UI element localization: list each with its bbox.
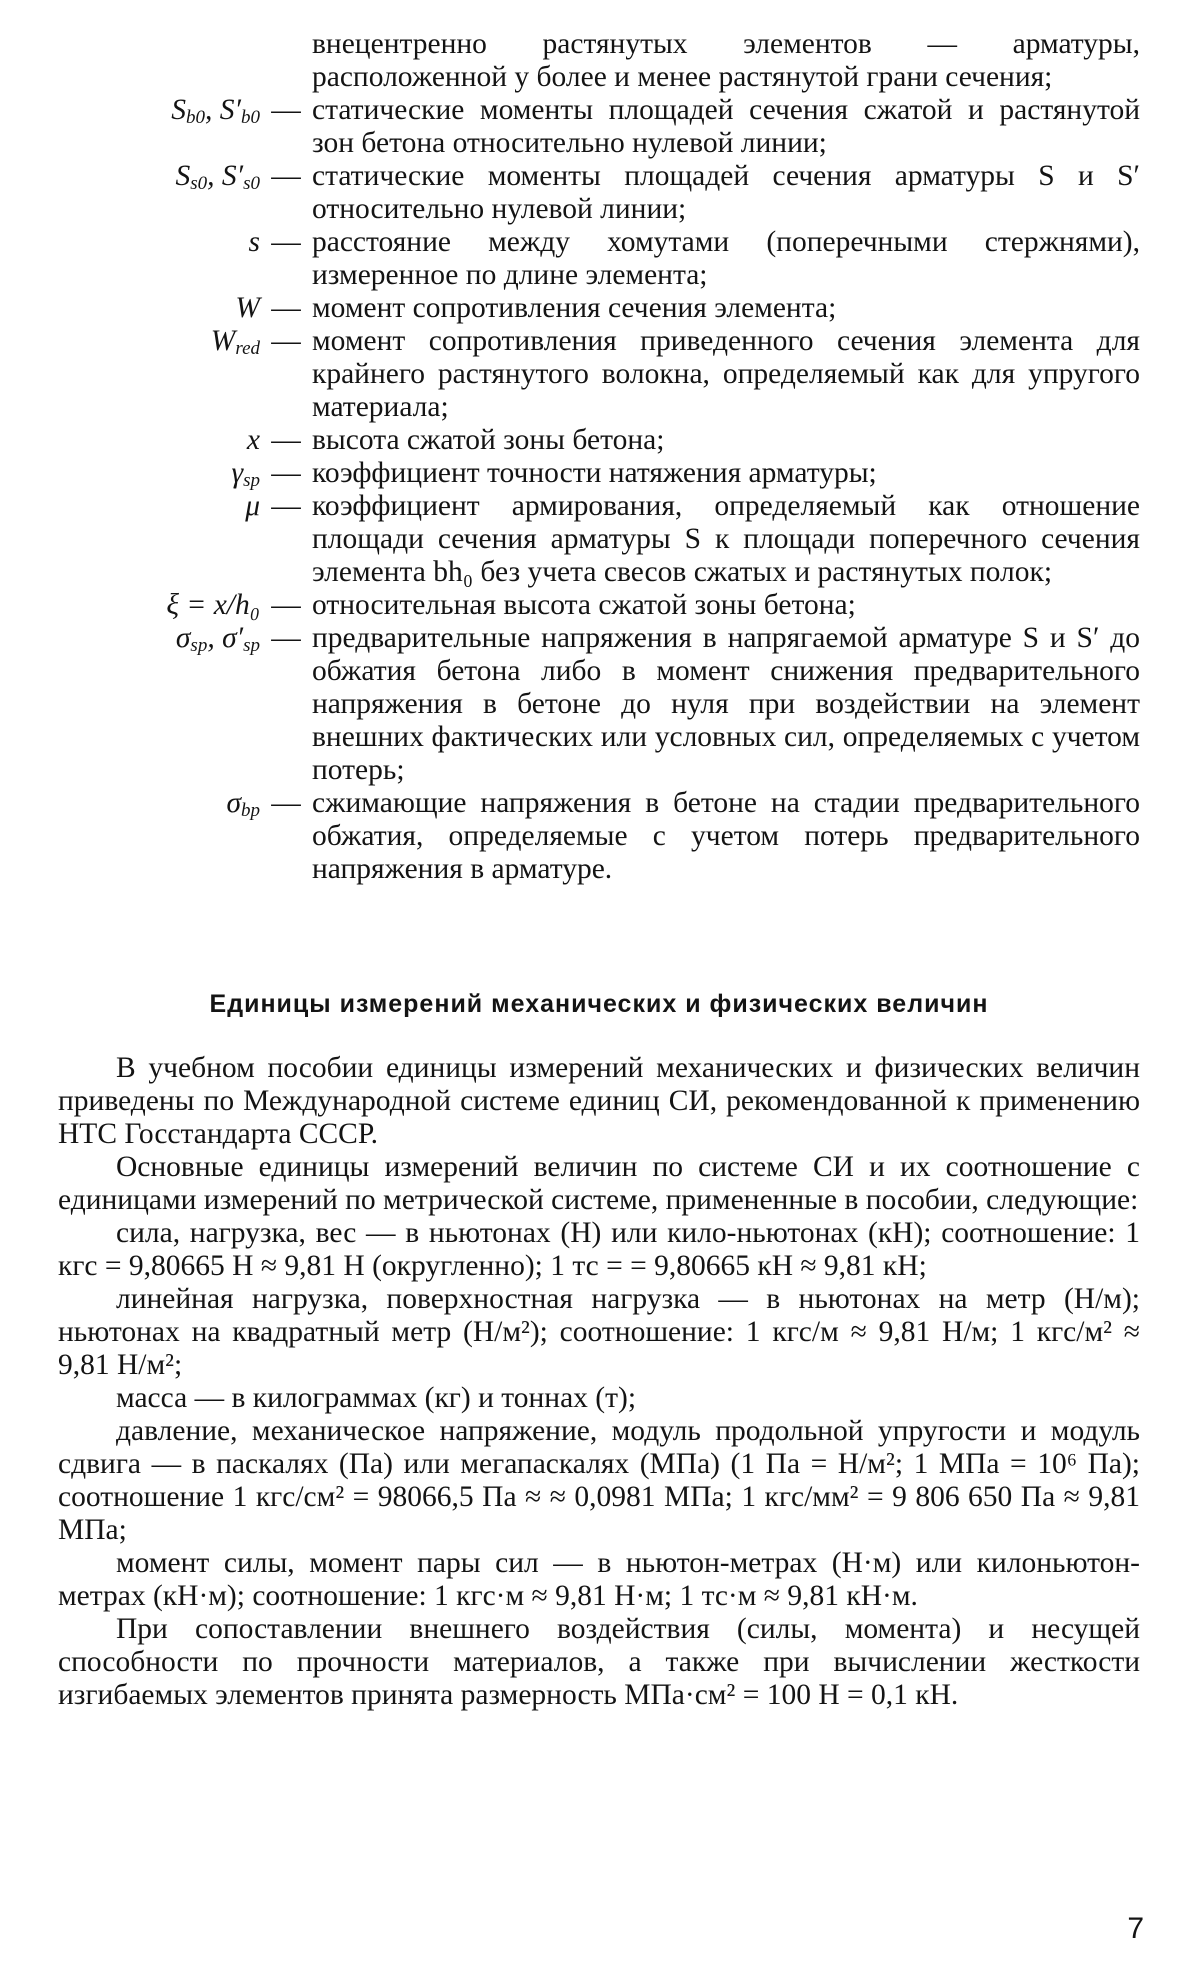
notation-term: $S_{b0}$, $S'_{b0}$ [171,94,260,128]
notation-item: $\gamma_{sp}$ — коэффициент точности натяжения арматуры; [58,457,1140,490]
notation-item: ξ = x/h₀ — относительная высота сжатой зоны бетона; [58,589,1140,622]
page-number: 7 [1127,1912,1144,1945]
notation-desc: относительная высота сжатой зоны бетона; [312,589,856,621]
notation-item: s — расстояние между хомутами (поперечными стержнями), измеренное по длине элемента; [58,226,1140,292]
paragraph: давление, механическое напряжение, модуль продольной упругости и модуль сдвига — в паскалях (Па) или мегапаскалях (МПа) (1 Па = Н/м²; 1 МПа = 10⁶ Па); соотношение 1 кгс/см² = 98066,5 Па ≈ ≈ 0,0981 МПа; 1 кгс/мм² = 9 806 650 Па ≈ 9,81 МПа; [58,1415,1140,1546]
paragraph: При сопоставлении внешнего воздействия (силы, момента) и несущей способности по прочности материалов, а также при вычислении жесткости изгибаемых элементов принята размерность МПа·см² = 100 Н = 0,1 кН. [58,1613,1140,1711]
notation-item: x — высота сжатой зоны бетона; [58,424,1140,457]
notation-desc: статические моменты площадей сечения арматуры S и S′ относительно нулевой линии; [312,160,1140,225]
notation-term: s [248,226,260,258]
notation-desc: высота сжатой зоны бетона; [312,424,665,456]
notation-desc: расстояние между хомутами (поперечными стержнями), измеренное по длине элемента; [312,226,1140,291]
paragraph: линейная нагрузка, поверхностная нагрузка — в ньютонах на метр (Н/м); ньютонах на квадратный метр (Н/м²); соотношение: 1 кгс/м ≈ 9,81 Н/м; 1 кгс/м² ≈ 9,81 Н/м²; [58,1283,1140,1381]
notation-term: $W_{red}$ [210,325,260,359]
paragraph: Основные единицы измерений величин по системе СИ и их соотношение с единицами измерений по метрической системе, примененные в пособии, следующие: [58,1151,1140,1216]
paragraph: момент силы, момент пары сил — в ньютон-метрах (Н·м) или килоньютон-метрах (кН·м); соотношение: 1 кгс·м ≈ 9,81 Н·м; 1 тс·м ≈ 9,81 кН·м. [58,1547,1140,1612]
notation-item: μ — коэффициент армирования, определяемый как отношение площади сечения арматуры S к площади поперечного сечения элемента bh₀ без учета свесов сжатых и растянутых полок; [58,490,1140,589]
notation-item: $S_{s0}$, $S'_{s0}$ — статические моменты площадей сечения арматуры S и S′ относительно нулевой линии; [58,160,1140,226]
notation-item: $\sigma_{sp}$, $\sigma'_{sp}$ — предварительные напряжения в напрягаемой арматуре S и S′ до обжатия бетона либо в момент снижения предварительного напряжения в бетоне до нуля при воздействии на элемент внешних фактических или условных сил, определяемых с учетом потерь; [58,622,1140,787]
notation-item: $W_{red}$ — момент сопротивления приведенного сечения элемента для крайнего растянутого волокна, определяемый как для упругого материала; [58,325,1140,424]
notation-desc: коэффициент точности натяжения арматуры; [312,457,877,489]
notation-term: $S_{s0}$, $S'_{s0}$ [175,160,260,194]
notation-desc: сжимающие напряжения в бетоне на стадии предварительного обжатия, определяемые с учетом потерь предварительного напряжения в арматуре. [312,787,1140,885]
notation-item: $S_{b0}$, $S'_{b0}$ — статические моменты площадей сечения сжатой и растянутой зон бетона относительно нулевой линии; [58,94,1140,160]
notation-desc: момент сопротивления сечения элемента; [312,292,837,324]
paragraph: масса — в килограммах (кг) и тоннах (т); [116,1382,637,1414]
notation-desc: момент сопротивления приведенного сечения элемента для крайнего растянутого волокна, определяемый как для упругого материала; [312,325,1140,423]
notation-term: ξ = x/h₀ [166,589,260,621]
notation-desc: статические моменты площадей сечения сжатой и растянутой зон бетона относительно нулевой линии; [312,94,1140,159]
section-heading: Единицы измерений механических и физических величин [209,990,989,1018]
notation-term: $\gamma_{sp}$ [231,457,260,491]
section-body [58,1052,1140,1712]
notation-term: $\sigma_{sp}$, $\sigma'_{sp}$ [175,622,260,656]
notation-term: μ [245,490,260,522]
paragraph: В учебном пособии единицы измерений механических и физических величин приведены по Международной системе единиц СИ, рекомендованной к применению НТС Госстандарта СССР. [58,1052,1140,1150]
notation-desc: коэффициент армирования, определяемый как отношение площади сечения арматуры S к площади поперечного сечения элемента bh₀ без учета свесов сжатых и растянутых полок; [312,490,1140,588]
notation-term: W [235,292,260,324]
notation-continuation: внецентренно растянутых элементов — арматуры, расположенной у более и менее растянутой грани сечения; [312,28,1140,93]
notation-desc: предварительные напряжения в напрягаемой арматуре S и S′ до обжатия бетона либо в момент снижения предварительного напряжения в бетоне до нуля при воздействии на элемент внешних фактических или условных сил, определяемых с учетом потерь; [312,622,1140,786]
notation-list [58,28,1140,886]
notation-item: W — момент сопротивления сечения элемента; [58,292,1140,325]
paragraph: сила, нагрузка, вес — в ньютонах (Н) или кило-ньютонах (кН); соотношение: 1 кгс = 9,80665 Н ≈ 9,81 Н (округленно); 1 тс = = 9,80665 кН ≈ 9,81 кН; [58,1217,1140,1282]
notation-term: $\sigma_{bp}$ [226,787,260,821]
notation-term: x [246,424,260,456]
notation-item: $\sigma_{bp}$ — сжимающие напряжения в бетоне на стадии предварительного обжатия, определяемые с учетом потерь предварительного напряжения в арматуре. [58,787,1140,886]
